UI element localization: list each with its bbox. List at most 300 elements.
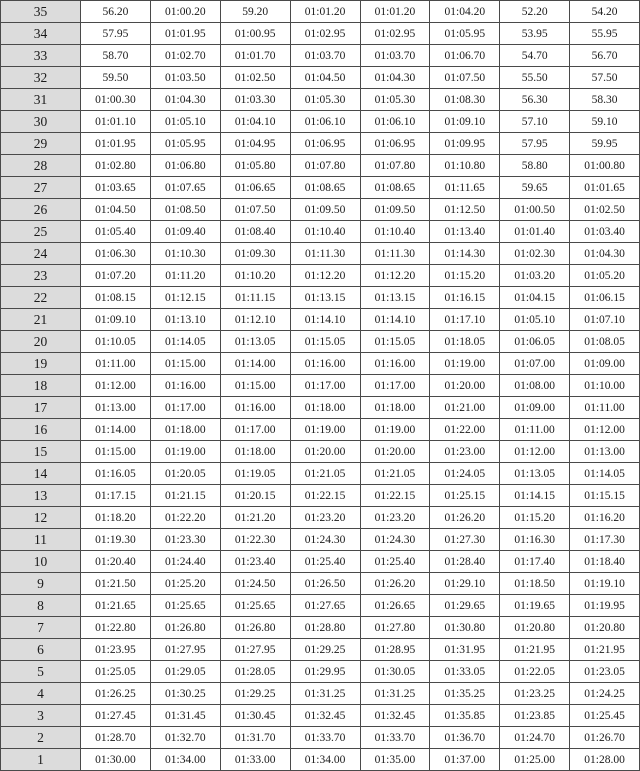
time-cell: 01:28.40 xyxy=(430,551,500,573)
time-cell: 01:21.00 xyxy=(430,397,500,419)
time-cell: 01:08.30 xyxy=(430,89,500,111)
score-cell: 28 xyxy=(1,155,81,177)
score-cell: 6 xyxy=(1,639,81,661)
time-cell: 01:14.10 xyxy=(360,309,430,331)
time-cell: 01:24.70 xyxy=(500,727,570,749)
time-cell: 01:12.20 xyxy=(360,265,430,287)
time-cell: 01:16.00 xyxy=(290,353,360,375)
table-row xyxy=(1,353,640,375)
time-cell: 01:05.95 xyxy=(150,133,220,155)
time-cell: 01:02.95 xyxy=(290,23,360,45)
table-row xyxy=(1,155,640,177)
time-cell: 01:05.30 xyxy=(360,89,430,111)
time-cell: 01:12.20 xyxy=(290,265,360,287)
time-cell: 01:04.30 xyxy=(150,89,220,111)
time-cell: 01:24.25 xyxy=(570,683,640,705)
time-cell: 01:24.30 xyxy=(360,529,430,551)
time-cell: 01:21.20 xyxy=(220,507,290,529)
score-cell: 2 xyxy=(1,727,81,749)
time-cell: 01:35.25 xyxy=(430,683,500,705)
time-cell: 01:12.50 xyxy=(430,199,500,221)
time-cell: 01:13.00 xyxy=(81,397,151,419)
time-cell: 01:24.30 xyxy=(290,529,360,551)
score-cell: 27 xyxy=(1,177,81,199)
time-cell: 59.50 xyxy=(81,67,151,89)
time-cell: 01:31.45 xyxy=(150,705,220,727)
time-cell: 01:10.20 xyxy=(220,265,290,287)
time-cell: 58.70 xyxy=(81,45,151,67)
time-cell: 59.20 xyxy=(220,1,290,23)
time-cell: 01:01.95 xyxy=(150,23,220,45)
time-cell: 01:27.95 xyxy=(220,639,290,661)
time-cell: 01:11.30 xyxy=(290,243,360,265)
table-row xyxy=(1,199,640,221)
time-cell: 01:15.05 xyxy=(360,331,430,353)
time-cell: 01:11.00 xyxy=(81,353,151,375)
time-cell: 01:07.65 xyxy=(150,177,220,199)
score-cell: 14 xyxy=(1,463,81,485)
time-cell: 01:24.40 xyxy=(150,551,220,573)
table-row xyxy=(1,573,640,595)
time-cell: 01:06.30 xyxy=(81,243,151,265)
score-cell: 24 xyxy=(1,243,81,265)
time-cell: 01:28.80 xyxy=(290,617,360,639)
table-row xyxy=(1,265,640,287)
time-cell: 01:29.25 xyxy=(290,639,360,661)
score-cell: 4 xyxy=(1,683,81,705)
time-cell: 01:13.40 xyxy=(430,221,500,243)
score-cell: 32 xyxy=(1,67,81,89)
time-cell: 01:11.15 xyxy=(220,287,290,309)
time-cell: 01:17.40 xyxy=(500,551,570,573)
time-cell: 58.30 xyxy=(570,89,640,111)
time-cell: 01:14.30 xyxy=(430,243,500,265)
time-cell: 01:24.05 xyxy=(430,463,500,485)
time-cell: 01:11.00 xyxy=(570,397,640,419)
time-cell: 01:31.70 xyxy=(220,727,290,749)
time-cell: 01:20.05 xyxy=(150,463,220,485)
time-cell: 01:37.00 xyxy=(430,749,500,771)
time-cell: 01:25.00 xyxy=(500,749,570,771)
time-cell: 01:05.80 xyxy=(220,155,290,177)
table-row xyxy=(1,485,640,507)
table-row xyxy=(1,287,640,309)
time-cell: 01:14.05 xyxy=(570,463,640,485)
time-cell: 01:06.65 xyxy=(220,177,290,199)
time-cell: 01:25.65 xyxy=(150,595,220,617)
time-cell: 01:30.00 xyxy=(81,749,151,771)
table-row xyxy=(1,463,640,485)
time-cell: 01:09.30 xyxy=(220,243,290,265)
time-cell: 01:07.10 xyxy=(570,309,640,331)
time-cell: 01:13.15 xyxy=(290,287,360,309)
time-cell: 01:29.65 xyxy=(430,595,500,617)
time-cell: 01:04.30 xyxy=(360,67,430,89)
time-cell: 01:17.00 xyxy=(220,419,290,441)
score-cell: 10 xyxy=(1,551,81,573)
time-cell: 01:12.15 xyxy=(150,287,220,309)
time-cell: 01:03.65 xyxy=(81,177,151,199)
table-row xyxy=(1,133,640,155)
time-cell: 01:12.00 xyxy=(81,375,151,397)
time-cell: 01:09.00 xyxy=(500,397,570,419)
time-cell: 01:28.00 xyxy=(570,749,640,771)
time-cell: 01:32.45 xyxy=(290,705,360,727)
time-cell: 01:02.30 xyxy=(500,243,570,265)
time-cell: 01:10.40 xyxy=(360,221,430,243)
time-cell: 01:22.30 xyxy=(220,529,290,551)
time-cell: 01:16.30 xyxy=(500,529,570,551)
time-cell: 01:18.00 xyxy=(150,419,220,441)
time-cell: 01:17.30 xyxy=(570,529,640,551)
time-cell: 01:24.50 xyxy=(220,573,290,595)
time-cell: 01:19.00 xyxy=(150,441,220,463)
time-cell: 01:33.05 xyxy=(430,661,500,683)
time-cell: 01:19.05 xyxy=(220,463,290,485)
score-cell: 22 xyxy=(1,287,81,309)
table-row xyxy=(1,375,640,397)
time-cell: 01:30.25 xyxy=(150,683,220,705)
time-cell: 01:16.00 xyxy=(150,375,220,397)
time-cell: 01:22.00 xyxy=(430,419,500,441)
time-cell: 01:04.50 xyxy=(81,199,151,221)
time-cell: 01:05.10 xyxy=(150,111,220,133)
time-cell: 01:07.50 xyxy=(430,67,500,89)
time-cell: 01:23.20 xyxy=(290,507,360,529)
score-cell: 19 xyxy=(1,353,81,375)
table-row xyxy=(1,419,640,441)
time-cell: 58.80 xyxy=(500,155,570,177)
table-row xyxy=(1,683,640,705)
time-cell: 01:08.15 xyxy=(81,287,151,309)
time-cell: 01:30.45 xyxy=(220,705,290,727)
time-cell: 01:18.20 xyxy=(81,507,151,529)
time-cell: 01:31.25 xyxy=(290,683,360,705)
time-cell: 01:30.80 xyxy=(430,617,500,639)
time-cell: 01:05.40 xyxy=(81,221,151,243)
time-cell: 01:01.10 xyxy=(81,111,151,133)
time-cell: 01:08.65 xyxy=(360,177,430,199)
time-cell: 01:25.40 xyxy=(360,551,430,573)
time-cell: 01:12.00 xyxy=(500,441,570,463)
time-cell: 01:09.10 xyxy=(81,309,151,331)
table-row xyxy=(1,617,640,639)
table-row xyxy=(1,309,640,331)
score-cell: 35 xyxy=(1,1,81,23)
time-cell: 01:28.95 xyxy=(360,639,430,661)
time-cell: 01:20.00 xyxy=(430,375,500,397)
time-cell: 01:18.40 xyxy=(570,551,640,573)
time-cell: 01:09.95 xyxy=(430,133,500,155)
time-cell: 01:21.15 xyxy=(150,485,220,507)
time-cell: 01:25.40 xyxy=(290,551,360,573)
time-cell: 01:07.20 xyxy=(81,265,151,287)
time-cell: 01:15.00 xyxy=(81,441,151,463)
time-cell: 01:08.05 xyxy=(570,331,640,353)
time-cell: 01:34.00 xyxy=(150,749,220,771)
time-cell: 01:05.10 xyxy=(500,309,570,331)
time-cell: 01:19.00 xyxy=(360,419,430,441)
time-cell: 01:26.80 xyxy=(150,617,220,639)
time-cell: 01:04.50 xyxy=(290,67,360,89)
time-cell: 01:14.10 xyxy=(290,309,360,331)
time-cell: 01:11.65 xyxy=(430,177,500,199)
time-cell: 01:08.00 xyxy=(500,375,570,397)
time-cell: 01:18.50 xyxy=(500,573,570,595)
score-cell: 29 xyxy=(1,133,81,155)
table-row xyxy=(1,243,640,265)
table-row xyxy=(1,749,640,771)
time-cell: 01:07.50 xyxy=(220,199,290,221)
time-cell: 01:19.00 xyxy=(290,419,360,441)
time-cell: 01:23.05 xyxy=(570,661,640,683)
table-row xyxy=(1,397,640,419)
time-cell: 01:10.40 xyxy=(290,221,360,243)
time-cell: 54.70 xyxy=(500,45,570,67)
score-cell: 17 xyxy=(1,397,81,419)
time-cell: 01:13.00 xyxy=(570,441,640,463)
time-cell: 01:30.05 xyxy=(360,661,430,683)
time-cell: 01:07.00 xyxy=(500,353,570,375)
table-row xyxy=(1,529,640,551)
time-cell: 01:21.95 xyxy=(500,639,570,661)
time-cell: 01:00.95 xyxy=(220,23,290,45)
score-cell: 16 xyxy=(1,419,81,441)
table-row xyxy=(1,1,640,23)
time-cell: 01:06.95 xyxy=(360,133,430,155)
time-cell: 01:16.00 xyxy=(220,397,290,419)
time-cell: 01:06.10 xyxy=(290,111,360,133)
time-cell: 01:06.80 xyxy=(150,155,220,177)
table-row xyxy=(1,441,640,463)
time-cell: 01:06.10 xyxy=(360,111,430,133)
time-cell: 01:04.30 xyxy=(570,243,640,265)
time-cell: 01:02.80 xyxy=(81,155,151,177)
time-cell: 01:11.00 xyxy=(500,419,570,441)
time-cell: 01:29.25 xyxy=(220,683,290,705)
score-cell: 33 xyxy=(1,45,81,67)
time-cell: 01:01.95 xyxy=(81,133,151,155)
time-cell: 01:27.30 xyxy=(430,529,500,551)
time-cell: 01:03.70 xyxy=(360,45,430,67)
table-row xyxy=(1,221,640,243)
score-cell: 1 xyxy=(1,749,81,771)
time-cell: 53.95 xyxy=(500,23,570,45)
time-cell: 01:27.95 xyxy=(150,639,220,661)
time-cell: 01:20.80 xyxy=(570,617,640,639)
time-cell: 01:01.20 xyxy=(360,1,430,23)
time-cell: 56.30 xyxy=(500,89,570,111)
time-cell: 01:00.20 xyxy=(150,1,220,23)
time-cell: 01:22.15 xyxy=(290,485,360,507)
time-cell: 01:28.05 xyxy=(220,661,290,683)
time-cell: 01:09.00 xyxy=(570,353,640,375)
time-cell: 01:25.15 xyxy=(430,485,500,507)
time-cell: 01:35.00 xyxy=(360,749,430,771)
table-row xyxy=(1,661,640,683)
table-body xyxy=(1,1,640,771)
time-cell: 01:06.05 xyxy=(500,331,570,353)
time-cell: 01:08.40 xyxy=(220,221,290,243)
time-cell: 01:22.05 xyxy=(500,661,570,683)
table-row xyxy=(1,177,640,199)
time-cell: 01:04.95 xyxy=(220,133,290,155)
time-cell: 01:29.95 xyxy=(290,661,360,683)
table-row xyxy=(1,639,640,661)
time-cell: 01:00.80 xyxy=(570,155,640,177)
time-cell: 01:23.25 xyxy=(500,683,570,705)
time-cell: 01:23.85 xyxy=(500,705,570,727)
time-cell: 01:20.15 xyxy=(220,485,290,507)
time-cell: 01:23.95 xyxy=(81,639,151,661)
score-cell: 3 xyxy=(1,705,81,727)
time-cell: 56.70 xyxy=(570,45,640,67)
time-cell: 01:03.50 xyxy=(150,67,220,89)
score-cell: 30 xyxy=(1,111,81,133)
time-cell: 01:25.65 xyxy=(220,595,290,617)
time-cell: 01:04.10 xyxy=(220,111,290,133)
time-cell: 01:01.65 xyxy=(570,177,640,199)
time-cell: 01:15.05 xyxy=(290,331,360,353)
time-cell: 01:12.10 xyxy=(220,309,290,331)
score-cell: 11 xyxy=(1,529,81,551)
time-cell: 01:15.00 xyxy=(220,375,290,397)
time-cell: 01:17.00 xyxy=(290,375,360,397)
score-cell: 18 xyxy=(1,375,81,397)
time-cell: 01:15.15 xyxy=(570,485,640,507)
time-cell: 01:15.20 xyxy=(430,265,500,287)
time-cell: 01:10.05 xyxy=(81,331,151,353)
time-cell: 01:17.10 xyxy=(430,309,500,331)
time-cell: 57.10 xyxy=(500,111,570,133)
score-cell: 7 xyxy=(1,617,81,639)
table-row xyxy=(1,45,640,67)
time-cell: 55.95 xyxy=(570,23,640,45)
time-cell: 01:18.05 xyxy=(430,331,500,353)
time-cell: 01:33.70 xyxy=(360,727,430,749)
time-cell: 01:11.20 xyxy=(150,265,220,287)
time-cell: 01:01.20 xyxy=(290,1,360,23)
time-cell: 01:22.15 xyxy=(360,485,430,507)
time-cell: 01:13.10 xyxy=(150,309,220,331)
time-cell: 01:27.65 xyxy=(290,595,360,617)
time-cell: 01:19.65 xyxy=(500,595,570,617)
time-cell: 01:19.00 xyxy=(430,353,500,375)
time-cell: 01:26.25 xyxy=(81,683,151,705)
time-cell: 01:26.70 xyxy=(570,727,640,749)
time-cell: 01:15.20 xyxy=(500,507,570,529)
time-cell: 01:05.95 xyxy=(430,23,500,45)
time-cell: 57.50 xyxy=(570,67,640,89)
time-cell: 01:27.45 xyxy=(81,705,151,727)
time-cell: 01:22.80 xyxy=(81,617,151,639)
time-cell: 01:19.30 xyxy=(81,529,151,551)
time-cell: 01:16.05 xyxy=(81,463,151,485)
time-cell: 01:18.00 xyxy=(360,397,430,419)
time-cell: 57.95 xyxy=(500,133,570,155)
time-cell: 01:23.20 xyxy=(360,507,430,529)
table-row xyxy=(1,727,640,749)
time-cell: 01:23.40 xyxy=(220,551,290,573)
table-row xyxy=(1,507,640,529)
time-cell: 01:06.95 xyxy=(290,133,360,155)
time-cell: 01:34.00 xyxy=(290,749,360,771)
time-cell: 01:25.45 xyxy=(570,705,640,727)
table-row xyxy=(1,331,640,353)
time-cell: 01:32.45 xyxy=(360,705,430,727)
time-cell: 01:09.40 xyxy=(150,221,220,243)
time-cell: 01:13.15 xyxy=(360,287,430,309)
time-cell: 01:16.15 xyxy=(430,287,500,309)
time-cell: 01:10.80 xyxy=(430,155,500,177)
time-cell: 01:06.70 xyxy=(430,45,500,67)
table-row xyxy=(1,89,640,111)
time-cell: 01:02.50 xyxy=(220,67,290,89)
time-cell: 01:21.65 xyxy=(81,595,151,617)
time-cell: 01:01.70 xyxy=(220,45,290,67)
time-cell: 59.65 xyxy=(500,177,570,199)
time-cell: 01:08.65 xyxy=(290,177,360,199)
time-cell: 01:21.50 xyxy=(81,573,151,595)
time-cell: 01:17.15 xyxy=(81,485,151,507)
time-cell: 01:14.00 xyxy=(220,353,290,375)
time-cell: 01:16.00 xyxy=(360,353,430,375)
time-cell: 01:07.80 xyxy=(290,155,360,177)
time-cell: 01:35.85 xyxy=(430,705,500,727)
table-row xyxy=(1,705,640,727)
table-row xyxy=(1,595,640,617)
time-cell: 01:00.30 xyxy=(81,89,151,111)
time-cell: 01:22.20 xyxy=(150,507,220,529)
time-cell: 01:03.30 xyxy=(220,89,290,111)
time-cell: 01:29.10 xyxy=(430,573,500,595)
score-cell: 26 xyxy=(1,199,81,221)
time-cell: 01:32.70 xyxy=(150,727,220,749)
time-cell: 01:03.20 xyxy=(500,265,570,287)
time-cell: 01:27.80 xyxy=(360,617,430,639)
time-cell: 01:26.80 xyxy=(220,617,290,639)
table-row xyxy=(1,67,640,89)
time-cell: 01:20.00 xyxy=(360,441,430,463)
time-cell: 01:05.30 xyxy=(290,89,360,111)
time-cell: 01:13.05 xyxy=(500,463,570,485)
time-cell: 01:10.00 xyxy=(570,375,640,397)
time-cell: 01:26.20 xyxy=(430,507,500,529)
time-cell: 01:19.10 xyxy=(570,573,640,595)
time-cell: 01:18.00 xyxy=(220,441,290,463)
time-cell: 01:23.00 xyxy=(430,441,500,463)
time-cell: 01:02.70 xyxy=(150,45,220,67)
time-cell: 01:25.05 xyxy=(81,661,151,683)
time-cell: 01:15.00 xyxy=(150,353,220,375)
time-cell: 01:19.95 xyxy=(570,595,640,617)
time-cell: 01:31.95 xyxy=(430,639,500,661)
time-cell: 52.20 xyxy=(500,1,570,23)
score-cell: 25 xyxy=(1,221,81,243)
time-cell: 01:29.05 xyxy=(150,661,220,683)
time-cell: 01:17.00 xyxy=(150,397,220,419)
time-cell: 01:16.20 xyxy=(570,507,640,529)
time-cell: 59.10 xyxy=(570,111,640,133)
time-cell: 01:04.15 xyxy=(500,287,570,309)
time-cell: 01:25.20 xyxy=(150,573,220,595)
time-cell: 01:14.00 xyxy=(81,419,151,441)
score-cell: 34 xyxy=(1,23,81,45)
score-cell: 13 xyxy=(1,485,81,507)
table-row xyxy=(1,23,640,45)
score-cell: 31 xyxy=(1,89,81,111)
time-cell: 01:33.70 xyxy=(290,727,360,749)
